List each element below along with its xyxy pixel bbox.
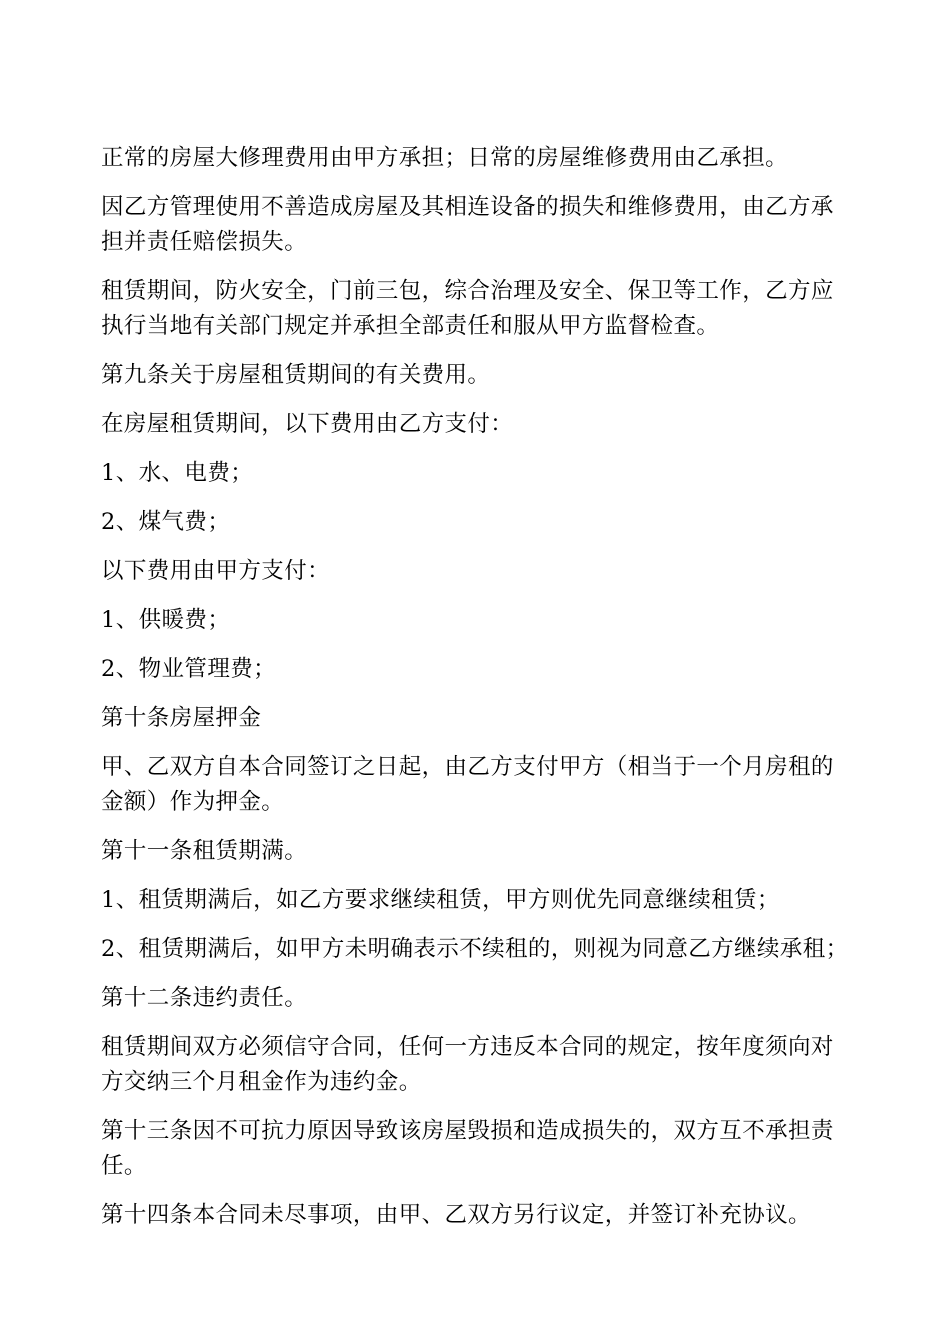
- clause-11-heading: 第十一条租赁期满。: [101, 838, 308, 864]
- paragraph-breach-penalty: 租赁期间双方必须信守合同，任何一方违反本合同的规定，按年度须向对方交纳三个月租金作为违约金。: [101, 1034, 834, 1095]
- paragraph-deposit: 甲、乙双方自本合同签订之日起，由乙方支付甲方（相当于一个月房租的金额）作为押金。: [101, 754, 834, 815]
- clause-12-heading: 第十二条违约责任。: [101, 985, 308, 1011]
- list-item-heating: 1、供暖费；: [101, 607, 231, 633]
- clause-13-force-majeure: 第十三条因不可抗力原因导致该房屋毁损和造成损失的，双方互不承担责任。: [101, 1118, 834, 1179]
- paragraph-damage-liability: 因乙方管理使用不善造成房屋及其相连设备的损失和维修费用，由乙方承担并责任赔偿损失。: [101, 194, 834, 255]
- list-item-water-electricity: 1、水、电费；: [101, 460, 254, 486]
- clause-14-supplementary: 第十四条本合同未尽事项，由甲、乙双方另行议定，并签订补充协议。: [101, 1202, 811, 1228]
- paragraph-tenant-fees-intro: 在房屋租赁期间，以下费用由乙方支付：: [101, 411, 514, 437]
- clause-9-heading: 第九条关于房屋租赁期间的有关费用。: [101, 362, 491, 388]
- list-item-gas: 2、煤气费；: [101, 509, 231, 535]
- list-item-auto-renewal: 2、租赁期满后，如甲方未明确表示不续租的，则视为同意乙方继续承租；: [101, 936, 849, 962]
- paragraph-repair-costs: 正常的房屋大修理费用由甲方承担；日常的房屋维修费用由乙承担。: [101, 145, 789, 171]
- list-item-property-management: 2、物业管理费；: [101, 656, 277, 682]
- document-body: [101, 141, 851, 1247]
- paragraph-safety-duties: 租赁期间，防火安全，门前三包，综合治理及安全、保卫等工作，乙方应执行当地有关部门规定并承担全部责任和服从甲方监督检查。: [101, 278, 834, 339]
- list-item-renewal-priority: 1、租赁期满后，如乙方要求继续租赁，甲方则优先同意继续租赁；: [101, 887, 780, 913]
- paragraph-landlord-fees-intro: 以下费用由甲方支付：: [101, 558, 331, 584]
- clause-10-heading: 第十条房屋押金: [101, 705, 262, 731]
